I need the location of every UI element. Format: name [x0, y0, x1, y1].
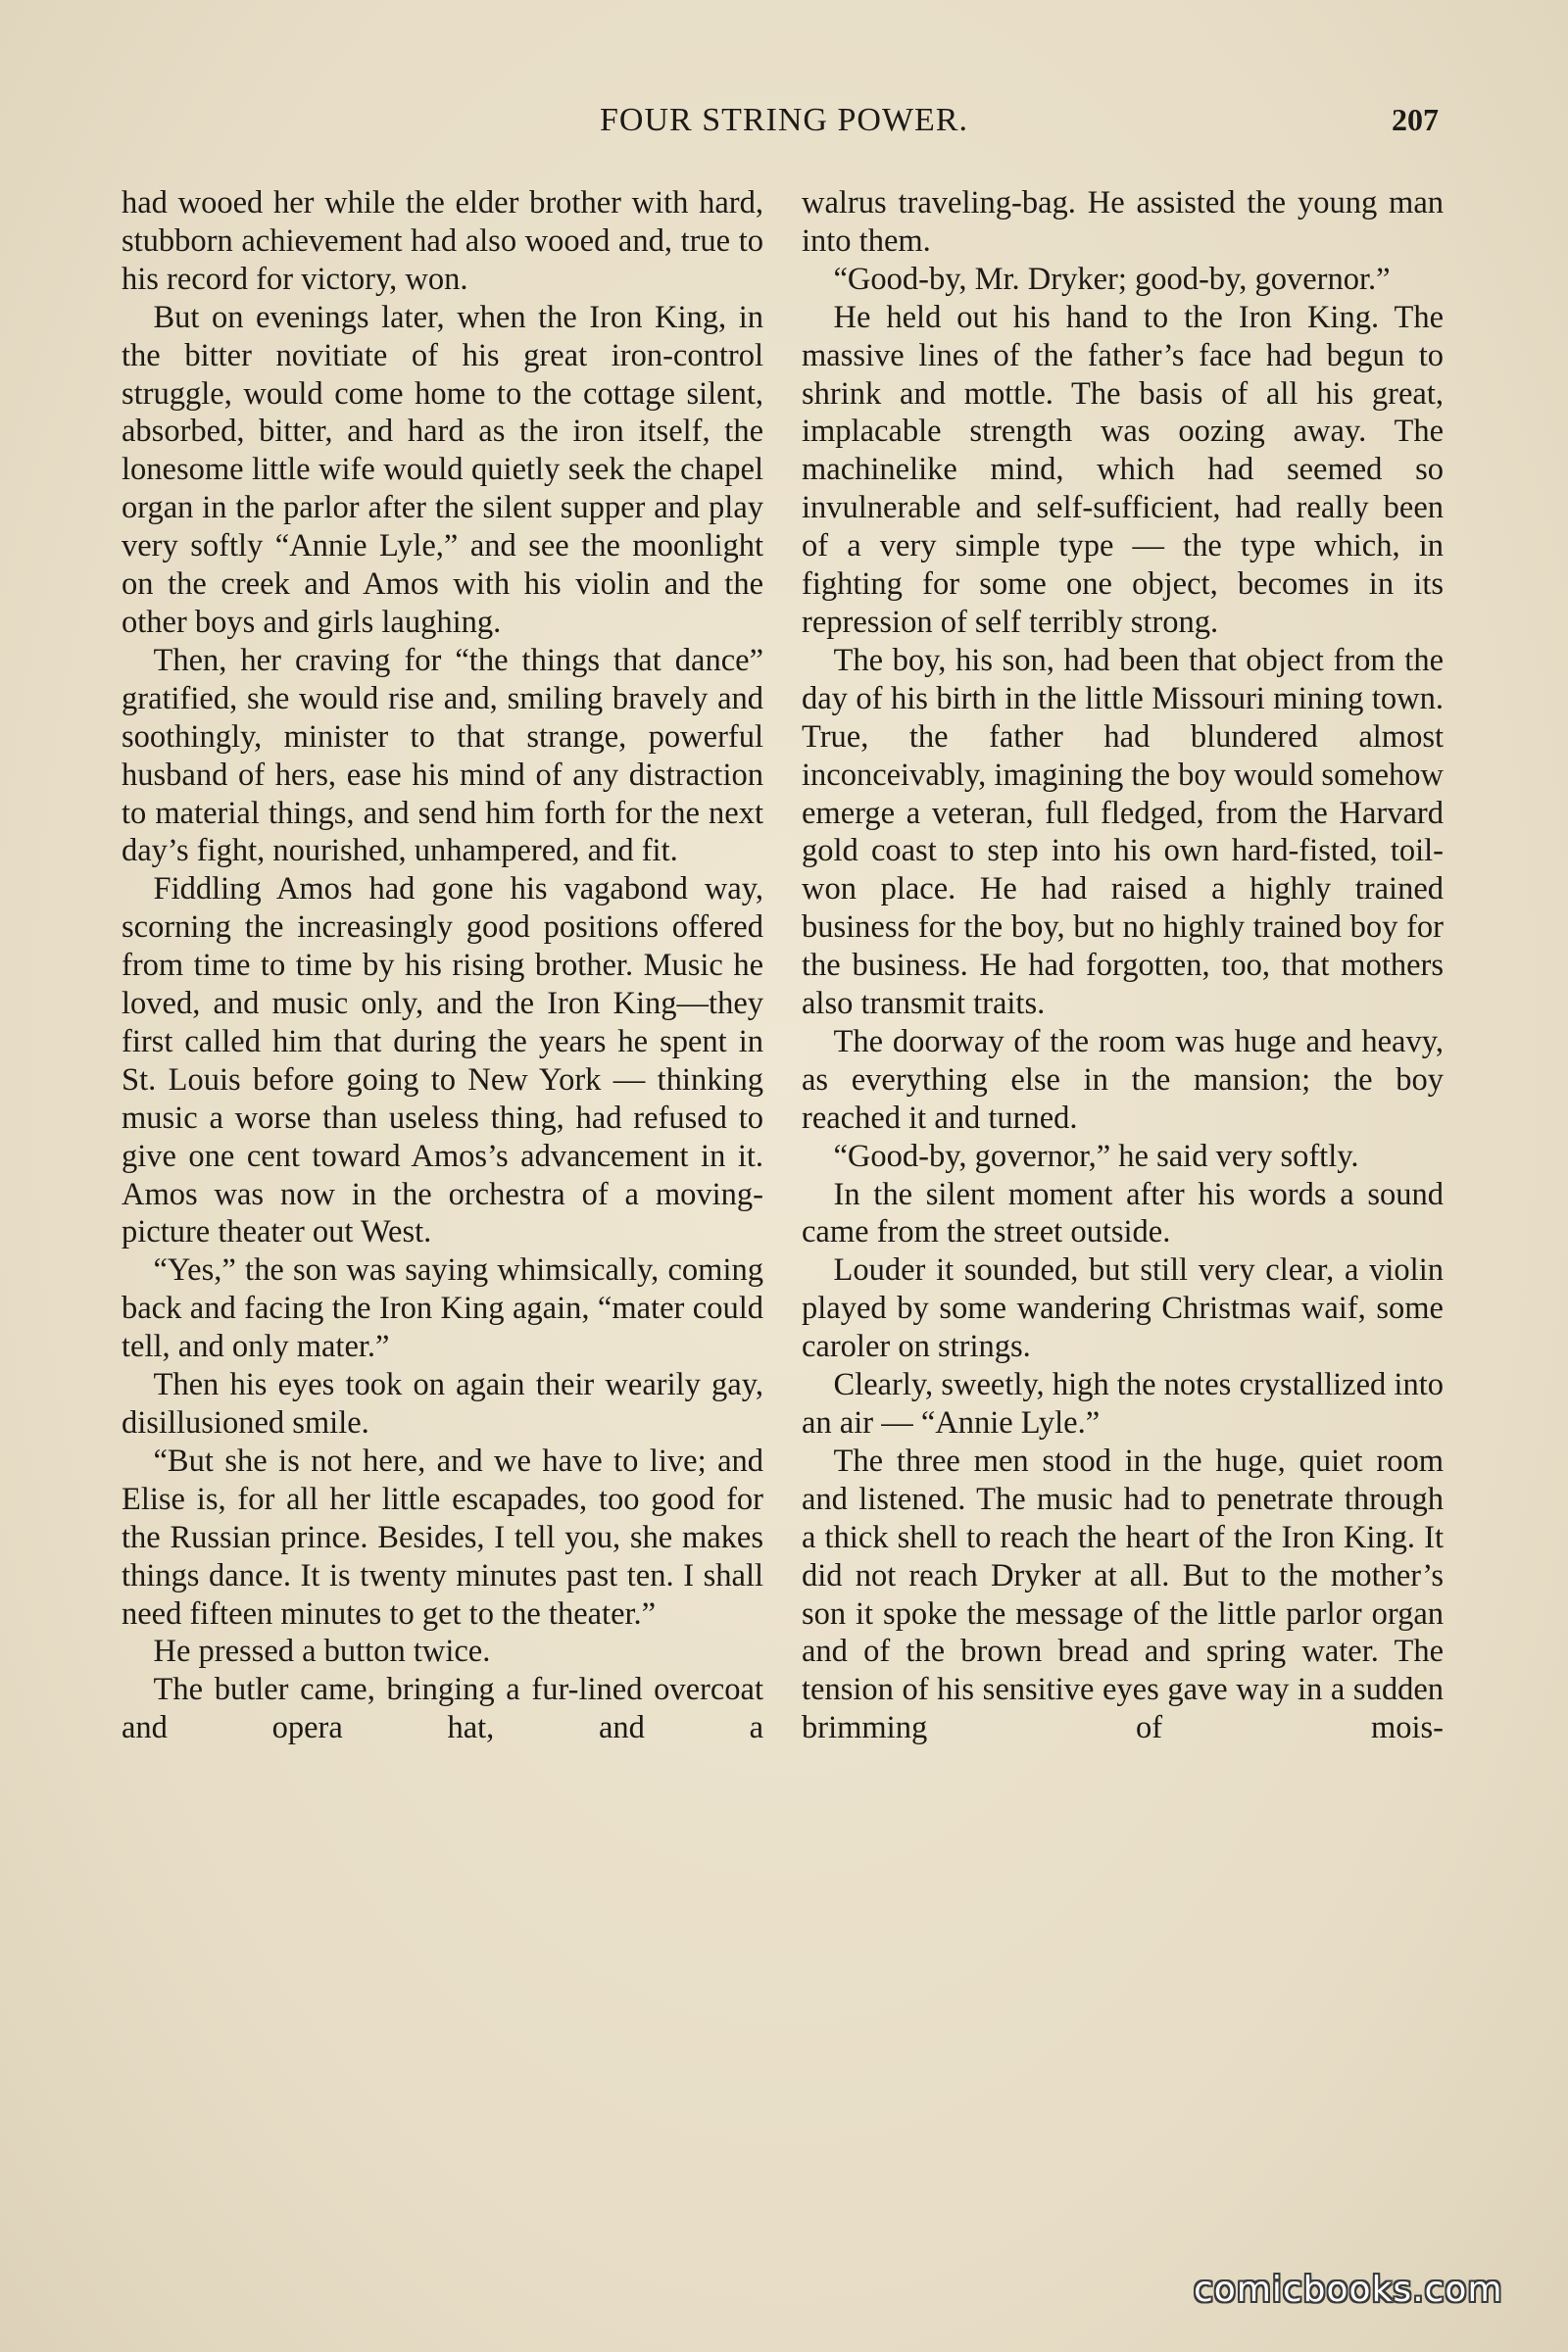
paragraph: Louder it sounded, but still very clear, a violin played by some wandering Christmas waif, some caroler on strings. [802, 1252, 1444, 1365]
paragraph: He held out his hand to the Iron King. The massive lines of the father’s face had begun to shrink and mottle. The basis of all his great, implacable strength was oozing away. The machinelike mind, which had seemed so invulnerable and self-sufficient, had really been of a very simple type — the type which, in fighting for some one object, becomes in its repression of self terribly strong. [802, 299, 1444, 640]
paragraph: Then, her craving for “the things that dance” gratified, she would rise and, smiling bravely and soothingly, minister to that strange, powerful husband of hers, ease his mind of any distraction to material things, and send him forth for the next day’s fight, nourished, unhampered, and fit. [122, 642, 763, 869]
page-number: 207 [1392, 102, 1439, 137]
paragraph: “Yes,” the son was saying whimsically, coming back and facing the Iron King again, “mater could tell, and only mater.” [122, 1252, 763, 1365]
paragraph: The doorway of the room was huge and heavy, as everything else in the mansion; the boy reached it and turned. [802, 1023, 1444, 1136]
paragraph: had wooed her while the elder brother with hard, stubborn achievement had also wooed and, true to his record for victory, won. [122, 185, 763, 297]
watermark-logo: comicbooks.com [1194, 2270, 1503, 2310]
running-title: FOUR STRING POWER. [600, 102, 968, 138]
paragraph: Clearly, sweetly, high the notes crystallized into an air — “Annie Lyle.” [802, 1367, 1444, 1441]
paragraph: Fiddling Amos had gone his vagabond way, scorning the increasingly good positions offered from time to time by his rising brother. Music he loved, and music only, and the Iron King—they first called him that during the years he spent in St. Louis before going to New York — thinking music a worse than useless thing, had refused to give one cent toward Amos’s advancement in it. Amos was now in the orchestra of a moving-picture theater out West. [122, 871, 763, 1250]
paragraph: The butler came, bringing a fur-lined overcoat and opera hat, and a [122, 1672, 763, 1746]
paragraph: In the silent moment after his words a sound came from the street outside. [802, 1176, 1444, 1250]
paragraph: He pressed a button twice. [153, 1634, 491, 1670]
left-column [122, 184, 763, 1747]
paragraph: The three men stood in the huge, quiet room and listened. The music had to penetrate through a thick shell to reach the heart of the Iron King. It did not reach Dryker at all. But to the mother’s son it spoke the message of the little parlor organ and of the brown bread and spring water. The tension of his sensitive eyes gave way in a sudden brimming of mois- [802, 1443, 1444, 1746]
paragraph: The boy, his son, had been that object from the day of his birth in the little Missouri mining town. True, the father had blundered almost inconceivably, imagining the boy would somehow emerge a veteran, full fledged, from the Harvard gold coast to step into his own hard-fisted, toil-won place. He had raised a highly trained business for the boy, but no highly trained boy for the business. He had forgotten, too, that mothers also transmit traits. [802, 642, 1444, 1022]
paragraph: “But she is not here, and we have to live; and Elise is, for all her little escapades, too good for the Russian prince. Besides, I tell you, she makes things dance. It is twenty minutes past ten. I shall need fifteen minutes to get to the theater.” [122, 1443, 763, 1632]
running-head [0, 102, 1568, 151]
paragraph: But on evenings later, when the Iron King, in the bitter novitiate of his great iron-control struggle, would come home to the cottage silent, absorbed, bitter, and hard as the iron itself, the lonesome little wife would quietly seek the chapel organ in the parlor after the silent supper and play very softly “Annie Lyle,” and see the moonlight on the creek and Amos with his violin and the other boys and girls laughing. [122, 299, 763, 640]
paragraph: “Good-by, Mr. Dryker; good-by, governor.” [833, 261, 1391, 297]
paragraph: Then his eyes took on again their wearily gay, disillusioned smile. [122, 1367, 763, 1441]
right-column [802, 184, 1444, 1747]
paragraph: walrus traveling-bag. He assisted the young man into them. [802, 185, 1444, 259]
paragraph: “Good-by, governor,” he said very softly. [833, 1138, 1359, 1174]
